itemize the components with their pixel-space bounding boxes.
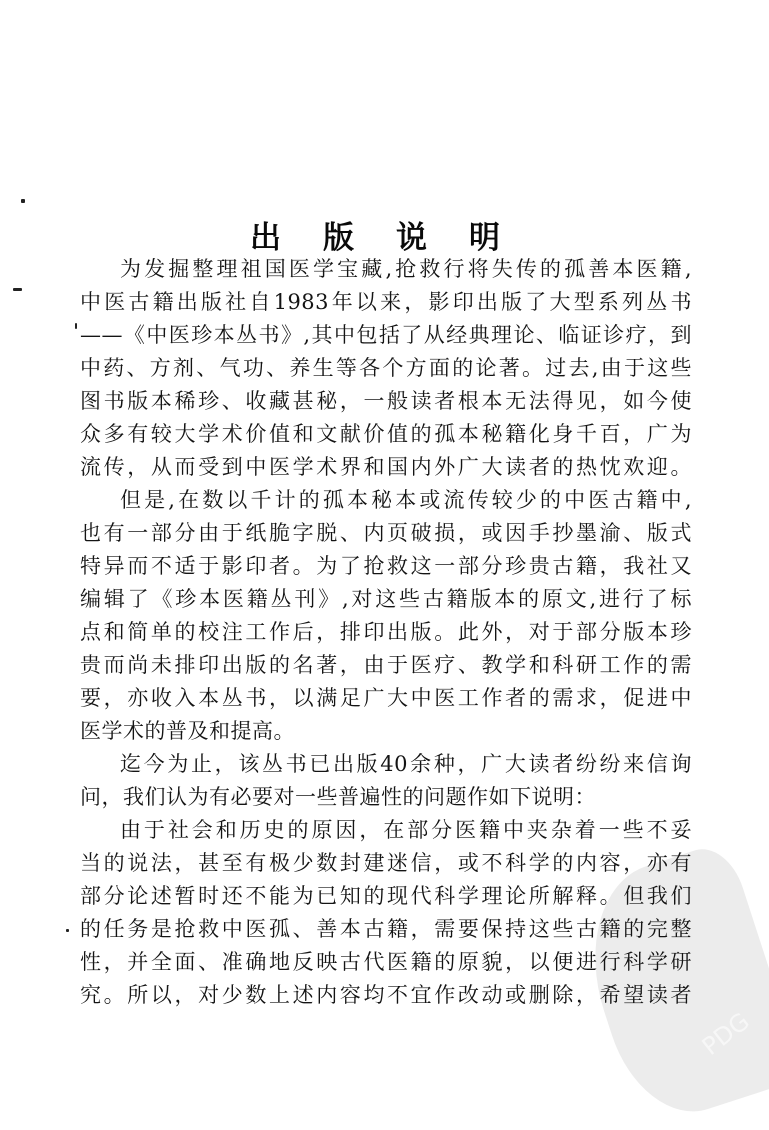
paragraph [80, 748, 692, 814]
scan-speck [13, 288, 22, 291]
paragraph [80, 814, 692, 1012]
title-char: 出 [250, 219, 281, 256]
text-line: 也有一部分由于纸脆字脱、内页破损，或因手抄墨渝、版式 [80, 521, 692, 545]
text-line: 点和简单的校注工作后，排印出版。此外，对于部分版本珍 [80, 620, 692, 644]
scan-speck [21, 199, 25, 203]
text-line: ——《中医珍本丛书》,其中包括了从经典理论、临证诊疗，到 [80, 323, 692, 347]
scan-speck [75, 323, 77, 329]
title-char: 说 [396, 219, 427, 256]
text-line: 当的说法，甚至有极少数封建迷信，或不科学的内容，亦有 [80, 851, 692, 875]
text-line: 众多有较大学术价值和文献价值的孤本秘籍化身千百，广为 [80, 422, 692, 446]
text-line: 中药、方剂、气功、养生等各个方面的论著。过去,由于这些 [80, 356, 692, 380]
text-line: 贵而尚未排印出版的名著，由于医疗、教学和科研工作的需 [80, 653, 692, 677]
text-line: 由于社会和历史的原因，在部分医籍中夹杂着一些不妥 [120, 818, 692, 842]
text-line: 要，亦收入本丛书，以满足广大中医工作者的需求，促进中 [80, 686, 692, 710]
text-line: 性，并全面、准确地反映古代医籍的原貌，以便进行科学研 [80, 950, 692, 974]
scan-speck [66, 929, 69, 932]
text-line: 编辑了《珍本医籍丛刊》,对这些古籍版本的原文,进行了标 [80, 587, 692, 611]
text-line: 特异而不适于影印者。为了抢救这一部分珍贵古籍，我社又 [80, 554, 692, 578]
text-line: 图书版本稀珍、收藏甚秘，一般读者根本无法得见，如今使 [80, 389, 692, 413]
text-line: 的任务是抢救中医孤、善本古籍，需要保持这些古籍的完整 [80, 917, 692, 941]
page-title [250, 212, 500, 256]
text-line: 中医古籍出版社自1983年以来，影印出版了大型系列丛书 [80, 290, 692, 314]
title-char: 版 [323, 219, 354, 256]
text-line: 但是,在数以千计的孤本秘本或流传较少的中医古籍中, [120, 488, 692, 512]
text-line: 迄今为止，该丛书已出版40余种，广大读者纷纷来信询 [120, 752, 692, 776]
text-line: 部分论述暂时还不能为已知的现代科学理论所解释。但我们 [80, 884, 692, 908]
title-char: 明 [469, 219, 500, 256]
body-text [80, 253, 692, 1012]
text-line: 医学术的普及和提高。 [80, 719, 295, 743]
text-line: 为发掘整理祖国医学宝藏,抢救行将失传的孤善本医籍, [120, 257, 692, 281]
watermark-label: PDG [696, 1007, 755, 1061]
text-line: 问，我们认为有必要对一些普遍性的问题作如下说明： [80, 785, 596, 809]
paragraph [80, 484, 692, 748]
text-line: 流传，从而受到中医学术界和国内外广大读者的热忱欢迎。 [80, 455, 692, 479]
paragraph [80, 253, 692, 484]
text-line: 究。所以，对少数上述内容均不宜作改动或删除，希望读者 [80, 983, 692, 1007]
